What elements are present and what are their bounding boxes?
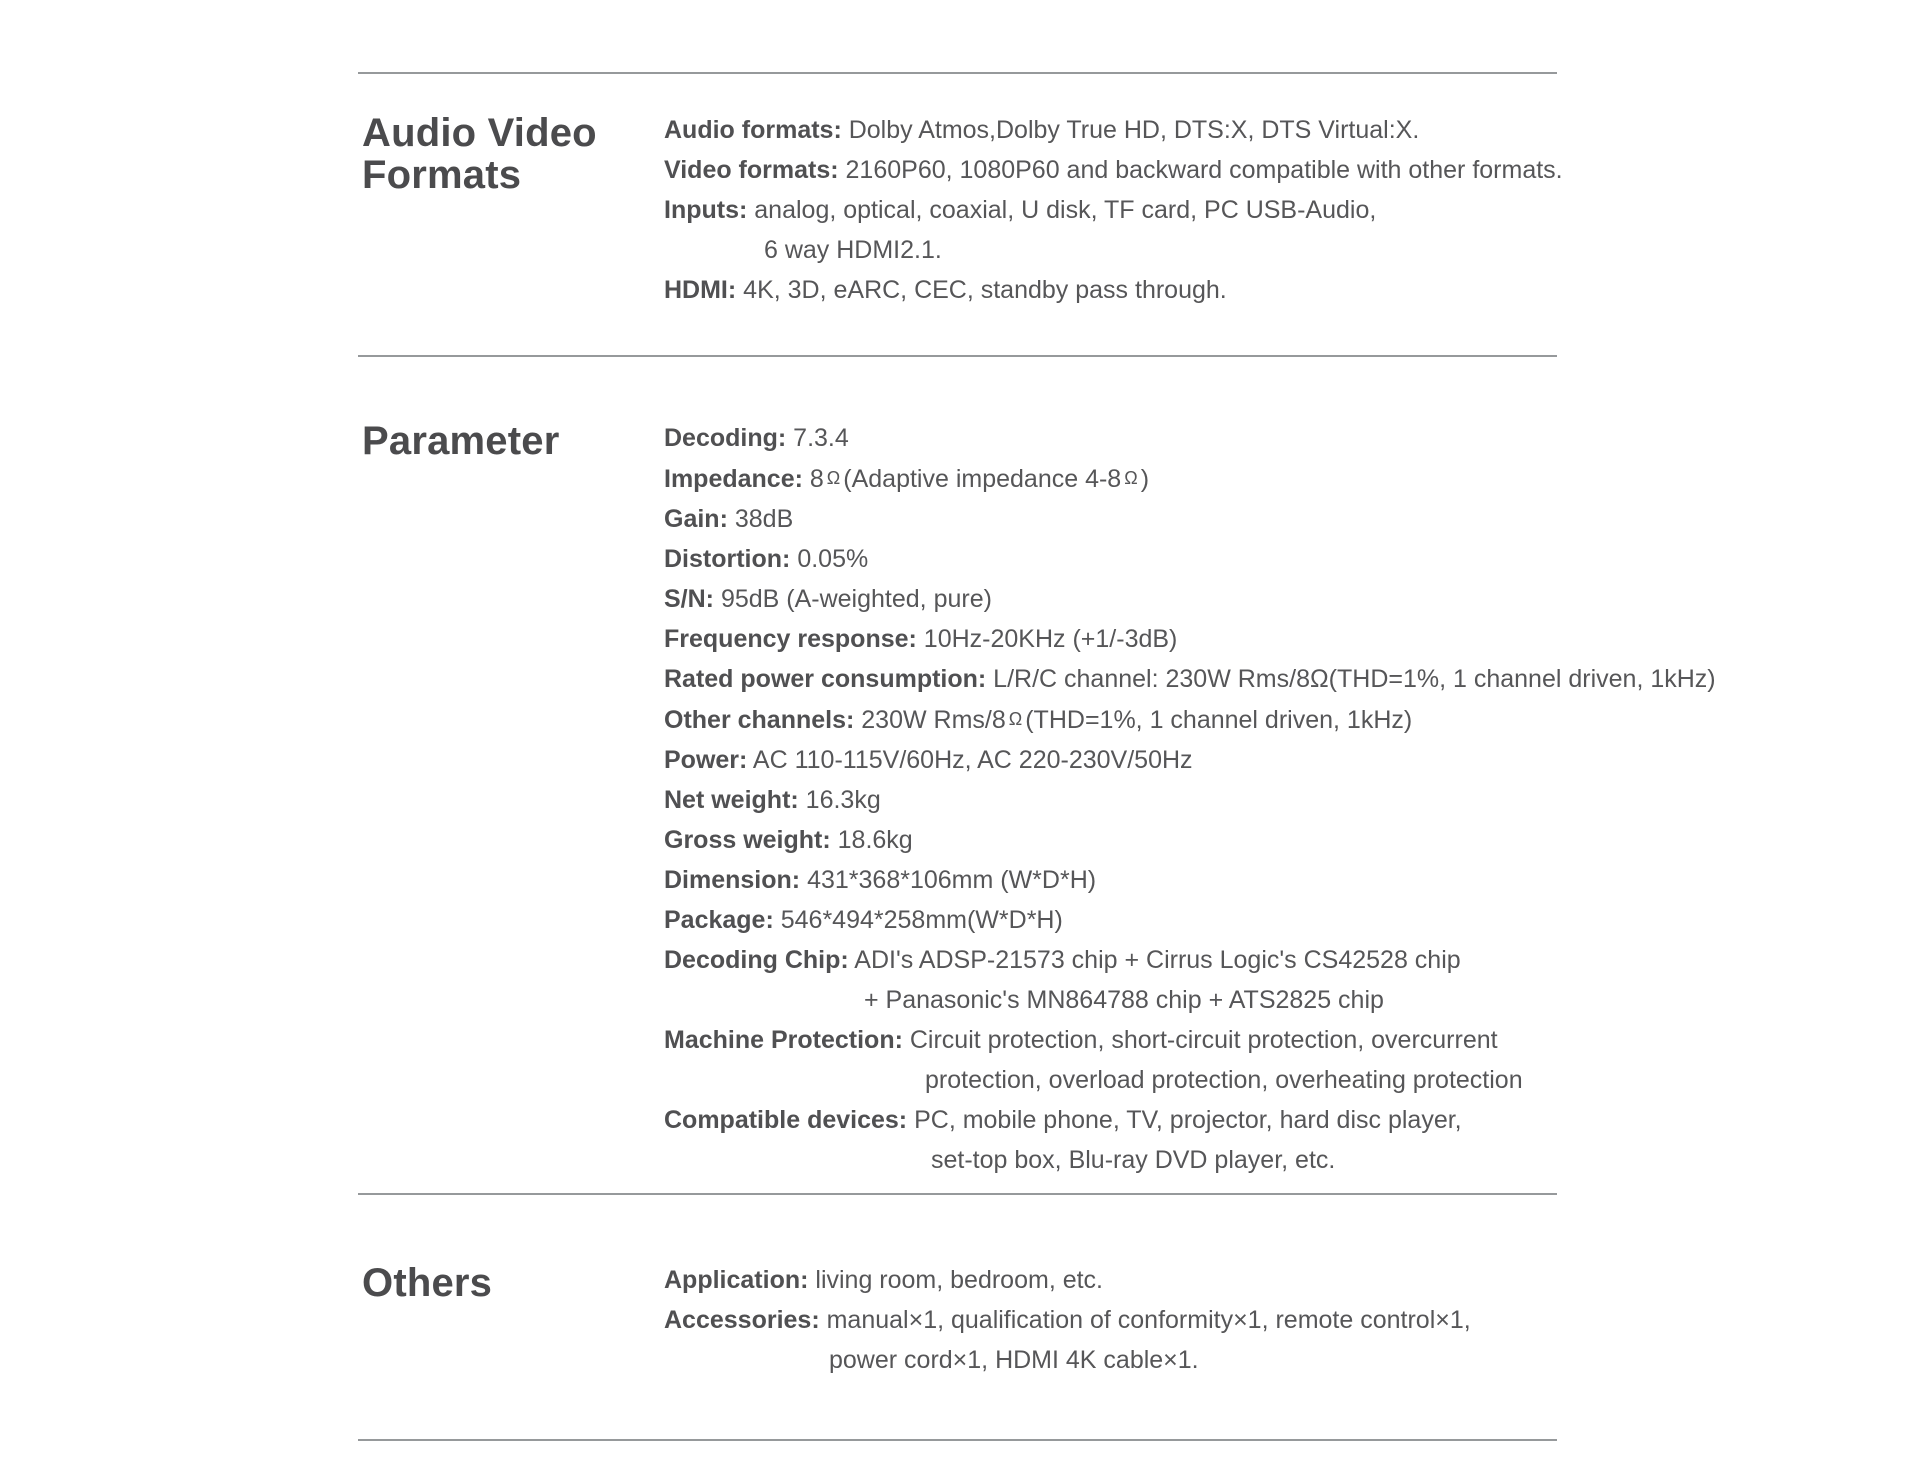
spec-value: 10Hz-20KHz (+1/-3dB) [916, 625, 1178, 653]
spec-line [664, 1340, 1557, 1380]
spec-line [664, 418, 1557, 458]
divider [358, 1439, 1557, 1441]
spec-line [664, 539, 1557, 579]
spec-line [664, 458, 1557, 499]
spec-label: Audio formats: [664, 116, 842, 144]
section-title: Parameter [362, 419, 560, 463]
omega-symbol: Ω [1124, 468, 1138, 488]
spec-label: Decoding Chip: [664, 946, 849, 974]
spec-value: 6 way HDMI2.1. [764, 236, 942, 264]
spec-value: (THD=1%, 1 channel driven, 1kHz) [1025, 706, 1413, 734]
spec-label: Accessories: [664, 1306, 820, 1334]
spec-value: set-top box, Blu-ray DVD player, etc. [931, 1146, 1336, 1174]
spec-label: Machine Protection: [664, 1026, 903, 1054]
section-others [358, 1195, 1557, 1439]
spec-line [664, 740, 1557, 780]
section-body [664, 418, 1716, 1180]
section-audio-video-formats [358, 74, 1563, 355]
spec-line [664, 1260, 1557, 1300]
spec-line [664, 699, 1557, 740]
section-parameter [358, 357, 1716, 1193]
spec-line [664, 860, 1557, 900]
spec-label: Gain: [664, 505, 728, 533]
spec-line [664, 110, 1557, 150]
spec-value: 431*368*106mm (W*D*H) [800, 866, 1097, 894]
spec-value: 95dB (A-weighted, pure) [714, 585, 992, 613]
spec-value: Dolby Atmos,Dolby True HD, DTS:X, DTS Virtual:X. [841, 116, 1420, 144]
spec-value: 38dB [727, 505, 794, 533]
spec-value: + Panasonic's MN864788 chip + ATS2825 chip [864, 986, 1384, 1014]
spec-label: Inputs: [664, 196, 748, 224]
spec-value: power cord×1, HDMI 4K cable×1. [829, 1346, 1199, 1374]
omega-symbol: Ω [1008, 709, 1023, 729]
section-body [664, 110, 1563, 310]
spec-label: Compatible devices: [664, 1106, 908, 1134]
section-heading-column [358, 418, 664, 462]
spec-value: manual×1, qualification of conformity×1, remote control×1, [819, 1306, 1471, 1334]
spec-line [664, 499, 1557, 539]
spec-line [664, 980, 1557, 1020]
spec-line [664, 270, 1557, 310]
spec-label: Net weight: [664, 786, 799, 814]
spec-line [664, 940, 1557, 980]
spec-sheet [358, 0, 1716, 1441]
spec-value: 18.6kg [830, 826, 913, 854]
spec-value: (Adaptive impedance 4-8 [843, 465, 1122, 493]
spec-label: HDMI: [664, 276, 737, 304]
spec-line [664, 619, 1557, 659]
spec-label: Video formats: [664, 156, 839, 184]
spec-value: L/R/C channel: 230W Rms/8Ω(THD=1%, 1 channel driven, 1kHz) [986, 665, 1716, 693]
section-title: Audio Video Formats [362, 111, 597, 197]
section-body [664, 1260, 1557, 1380]
section-heading-column [358, 110, 664, 196]
spec-line [664, 900, 1557, 940]
spec-label: Power: [664, 746, 748, 774]
spec-value: AC 110-115V/60Hz, AC 220-230V/50Hz [747, 746, 1193, 774]
spec-label: Gross weight: [664, 826, 831, 854]
spec-value: protection, overload protection, overheating protection [925, 1066, 1523, 1094]
spec-label: Decoding: [664, 424, 787, 452]
spec-label: Package: [664, 906, 774, 934]
spec-value: Circuit protection, short-circuit protection, overcurrent [902, 1026, 1498, 1054]
spec-line [664, 230, 1557, 270]
spec-value: 8 [802, 465, 824, 493]
spec-value: 0.05% [790, 545, 869, 573]
spec-value: ADI's ADSP-21573 chip + Cirrus Logic's CS42528 chip [848, 946, 1461, 974]
spec-label: Rated power consumption: [664, 665, 987, 693]
spec-line [664, 820, 1557, 860]
spec-value: PC, mobile phone, TV, projector, hard disc player, [907, 1106, 1462, 1134]
spec-value: 4K, 3D, eARC, CEC, standby pass through. [736, 276, 1227, 304]
spec-label: Application: [664, 1266, 809, 1294]
spec-value: 2160P60, 1080P60 and backward compatible with other formats. [838, 156, 1563, 184]
spec-label: Impedance: [664, 465, 803, 493]
spec-value: 230W Rms/8 [854, 706, 1006, 734]
spec-label: Frequency response: [664, 625, 917, 653]
spec-value: analog, optical, coaxial, U disk, TF card, PC USB-Audio, [747, 196, 1377, 224]
spec-label: Dimension: [664, 866, 801, 894]
section-title: Others [362, 1261, 493, 1305]
spec-label: Other channels: [664, 706, 855, 734]
spec-line [664, 190, 1557, 230]
spec-value: ) [1140, 465, 1150, 493]
spec-line [664, 579, 1557, 619]
spec-label: S/N: [664, 585, 714, 613]
spec-line [664, 1060, 1557, 1100]
omega-symbol: Ω [826, 468, 841, 488]
spec-line [664, 1100, 1557, 1140]
spec-line [664, 1020, 1557, 1060]
spec-line [664, 780, 1557, 820]
spec-line [664, 1140, 1557, 1180]
section-heading-column [358, 1260, 664, 1304]
spec-value: living room, bedroom, etc. [808, 1266, 1104, 1294]
spec-value: 7.3.4 [786, 424, 849, 452]
spec-label: Distortion: [664, 545, 791, 573]
spec-line [664, 150, 1563, 190]
spec-value: 546*494*258mm(W*D*H) [773, 906, 1063, 934]
spec-value: 16.3kg [798, 786, 881, 814]
spec-line [664, 1300, 1557, 1340]
spec-line [664, 659, 1716, 699]
